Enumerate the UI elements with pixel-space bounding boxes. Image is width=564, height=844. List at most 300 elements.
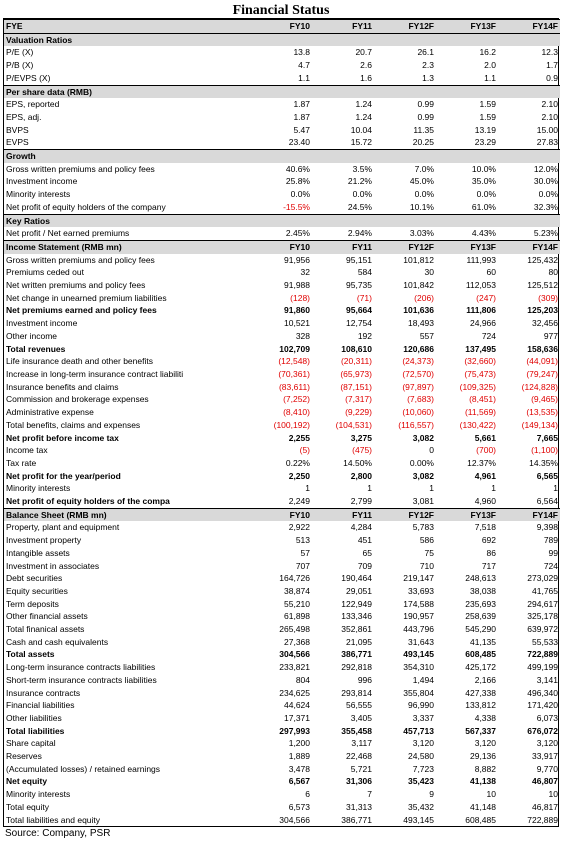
row-label: Other liabilities (6, 712, 62, 723)
value-cell-fy11: 1.6 (360, 72, 372, 83)
value-cell-fy13f: 1.1 (484, 72, 496, 83)
table-row (4, 598, 560, 611)
row-label: Gross written premiums and policy fees (6, 163, 155, 174)
value-cell-fy14f: 722,889 (527, 814, 558, 825)
value-cell-fy11: 21.2% (347, 176, 372, 187)
row-label: Debt securities (6, 573, 63, 584)
value-cell-fy12f: 35,432 (408, 801, 434, 812)
value-cell-fy14f: 125,432 (527, 254, 558, 265)
value-cell-fy13f: 41,138 (470, 776, 496, 787)
value-cell-fy14f: (309) (538, 292, 558, 303)
value-cell-fy13f: 4,961 (474, 470, 496, 481)
value-cell-fy12f: 18,493 (408, 318, 434, 329)
value-cell-fy10: 513 (295, 535, 310, 546)
value-cell-fy10: 265,498 (279, 624, 310, 635)
value-cell-fy10: 5.47 (293, 124, 310, 135)
value-cell-fy14f: 30.0% (533, 176, 558, 187)
value-cell-fy11: (71) (356, 292, 372, 303)
value-cell-fy13f: 133,812 (465, 700, 496, 711)
value-cell-fy14f: 125,203 (527, 305, 558, 316)
value-cell-fy11: (65,973) (340, 368, 372, 379)
table-row-total (4, 432, 560, 445)
table-row (4, 636, 560, 649)
table-row (4, 292, 560, 305)
value-cell-fy14f: 80 (548, 267, 558, 278)
value-cell-fy13f: 112,053 (465, 280, 496, 291)
row-label: Insurance benefits and claims (6, 381, 119, 392)
value-cell-fy11: 29,051 (346, 585, 372, 596)
value-cell-fy12f: (97,897) (402, 381, 434, 392)
value-cell-fy13f: 137,495 (465, 343, 496, 354)
value-cell-fy11: (104,531) (335, 419, 372, 430)
value-cell-fy10: 91,956 (284, 254, 310, 265)
table-row (4, 381, 560, 394)
value-cell-fy13f: 29,136 (470, 751, 496, 762)
value-cell-fy12f: 33,693 (408, 585, 434, 596)
value-cell-fy10: (5) (299, 445, 310, 456)
value-cell-fy11: 95,735 (346, 280, 372, 291)
table-row (4, 393, 560, 406)
value-cell-fy13f: 8,882 (474, 763, 496, 774)
table-row-total (4, 495, 560, 508)
value-cell-fy12f: FY12F (374, 508, 436, 521)
value-cell-fy13f: 10.0% (471, 163, 496, 174)
value-cell-fy11: 122,949 (341, 598, 372, 609)
row-label: Commission and brokerage expenses (6, 394, 149, 405)
value-cell-fy11: 292,818 (341, 662, 372, 673)
value-cell-fy14f: (13,535) (526, 407, 558, 418)
table-row (4, 419, 560, 432)
value-cell-fy10: (12,548) (278, 356, 310, 367)
section-title: Growth (4, 150, 560, 163)
value-cell-fy14f: FY14F (498, 508, 560, 521)
value-cell-fy10: 1,889 (288, 751, 310, 762)
value-cell-fy13f: 60 (486, 267, 496, 278)
value-cell-fy12f: 3.03% (409, 228, 434, 239)
value-cell-fy12f: 710 (419, 560, 434, 571)
value-cell-fy14f: 496,340 (527, 687, 558, 698)
value-cell-fy10: 61,898 (284, 611, 310, 622)
value-cell-fy13f: 24,966 (470, 318, 496, 329)
table-row (4, 712, 560, 725)
value-cell-fy11: 4,284 (350, 522, 372, 533)
value-cell-fy12f: (116,557) (398, 419, 434, 430)
row-label: Financial liabilities (6, 700, 75, 711)
row-label: Minority interests (6, 483, 71, 494)
financial-status-report (3, 3, 559, 841)
value-cell-fy11: (87,151) (340, 381, 372, 392)
row-label: Total liabilities and equity (6, 814, 101, 825)
value-cell-fy12f: 0 (429, 445, 434, 456)
value-cell-fy12f: 0.99 (417, 99, 434, 110)
row-label: P/E (X) (6, 47, 34, 58)
value-cell-fy14f: 32.3% (533, 201, 558, 212)
value-cell-fy10: 4.7 (298, 60, 310, 71)
value-cell-fy13f: 724 (481, 330, 496, 341)
value-cell-fy10: 1.1 (298, 72, 310, 83)
value-cell-fy10: 1 (305, 483, 310, 494)
value-cell-fy10: 6,573 (288, 801, 310, 812)
value-cell-fy11: 0.0% (352, 189, 372, 200)
value-cell-fy13f: FY13F (436, 508, 498, 521)
value-cell-fy12f: 45.0% (409, 176, 434, 187)
value-cell-fy10: 328 (295, 330, 310, 341)
value-cell-fy11: 65 (362, 547, 372, 558)
table-row (4, 661, 560, 674)
value-cell-fy11: 5,721 (350, 763, 372, 774)
row-label: Net written premiums and policy fees (6, 280, 146, 291)
value-cell-fy10: 304,566 (279, 814, 310, 825)
value-cell-fy13f: 4.43% (471, 228, 496, 239)
value-cell-fy13f: 61.0% (471, 201, 496, 212)
value-cell-fy13f: 86 (486, 547, 496, 558)
value-cell-fy13f: 12.37% (467, 457, 496, 468)
value-cell-fy11: 1.24 (355, 99, 372, 110)
table-row (4, 814, 560, 827)
value-cell-fy10: 233,821 (279, 662, 310, 673)
value-cell-fy11: 3.5% (352, 163, 372, 174)
value-cell-fy13f: 38,038 (470, 585, 496, 596)
value-cell-fy12f: 101,812 (403, 254, 434, 265)
table-row (4, 330, 560, 343)
table-row (4, 572, 560, 585)
table-row (4, 687, 560, 700)
row-label: Net profit of equity holders of the company (6, 201, 166, 212)
value-cell-fy11: (7,317) (345, 394, 372, 405)
report-title: Financial Status (232, 3, 330, 18)
value-cell-fy13f: 2,166 (474, 674, 496, 685)
value-cell-fy11: 56,555 (346, 700, 372, 711)
value-cell-fy12f: 1,494 (412, 674, 434, 685)
value-cell-fy13f: (32,660) (464, 356, 496, 367)
value-cell-fy13f: 427,338 (465, 687, 496, 698)
value-cell-fy10: 1.87 (293, 99, 310, 110)
column-header-fy10: FY10 (250, 20, 312, 34)
value-cell-fy10: 10,521 (284, 318, 310, 329)
value-cell-fy12f: 120,686 (403, 343, 434, 354)
value-cell-fy14f: 724 (543, 560, 558, 571)
value-cell-fy11: 190,464 (341, 573, 372, 584)
row-label: Net profit for the year/period (6, 470, 121, 481)
row-label: (Accumulated losses) / retained earnings (6, 763, 161, 774)
value-cell-fy10: 91,988 (284, 280, 310, 291)
table-row (4, 521, 560, 534)
value-cell-fy13f: FY13F (436, 240, 498, 253)
statement-header-row (4, 508, 560, 521)
table-row (4, 763, 560, 776)
value-cell-fy14f: 7,665 (536, 432, 558, 443)
row-label: Insurance contracts (6, 687, 81, 698)
value-cell-fy12f: 354,310 (403, 662, 434, 673)
value-cell-fy12f: 3,337 (412, 712, 434, 723)
value-cell-fy12f: 0.00% (409, 457, 434, 468)
row-label: Life insurance death and other benefits (6, 356, 153, 367)
value-cell-fy10: 3,478 (288, 763, 310, 774)
table-row (4, 750, 560, 763)
value-cell-fy11: 1.24 (355, 111, 372, 122)
value-cell-fy13f: (247) (476, 292, 496, 303)
row-label: Minority interests (6, 789, 71, 800)
value-cell-fy14f: 32,456 (532, 318, 558, 329)
value-cell-fy14f: 6,565 (536, 470, 558, 481)
value-cell-fy14f: 2.10 (541, 111, 558, 122)
value-cell-fy12f: 3,120 (412, 738, 434, 749)
value-cell-fy12f: 3,082 (412, 470, 434, 481)
value-cell-fy13f: 1 (491, 483, 496, 494)
value-cell-fy10: 1,200 (288, 738, 310, 749)
value-cell-fy11: 2,800 (350, 470, 372, 481)
table-row (4, 355, 560, 368)
table-row (4, 368, 560, 381)
value-cell-fy10: (83,611) (278, 381, 310, 392)
value-cell-fy11: 451 (357, 535, 372, 546)
table-row (4, 72, 560, 85)
value-cell-fy10: 6 (305, 789, 310, 800)
row-label: Tax rate (6, 457, 37, 468)
value-cell-fy12f: 101,636 (403, 305, 434, 316)
table-row (4, 201, 560, 214)
value-cell-fy10: 2.45% (285, 228, 310, 239)
value-cell-fy13f: (11,569) (464, 407, 496, 418)
value-cell-fy14f: 1 (553, 483, 558, 494)
value-cell-fy11: (9,229) (345, 407, 372, 418)
table-row (4, 534, 560, 547)
row-label: Short-term insurance contracts liabilities (6, 674, 157, 685)
row-label: Share capital (6, 738, 56, 749)
value-cell-fy14f: 789 (543, 535, 558, 546)
value-cell-fy12f: 443,796 (403, 624, 434, 635)
value-cell-fy14f: (9,465) (531, 394, 558, 405)
table-row (4, 175, 560, 188)
value-cell-fy10: FY10 (250, 240, 312, 253)
row-label: Term deposits (6, 598, 59, 609)
value-cell-fy14f: (1,100) (531, 445, 558, 456)
value-cell-fy13f: 258,639 (465, 611, 496, 622)
value-cell-fy10: (70,361) (278, 368, 310, 379)
value-cell-fy13f: 545,290 (465, 624, 496, 635)
row-label: Net profit before income tax (6, 432, 119, 443)
table-row (4, 801, 560, 814)
table-header-row (4, 20, 560, 34)
row-label: Total liabilities (6, 725, 65, 736)
value-cell-fy12f: 557 (419, 330, 434, 341)
table-row (4, 482, 560, 495)
value-cell-fy10: 297,993 (279, 725, 310, 736)
value-cell-fy14f: 171,420 (527, 700, 558, 711)
value-cell-fy11: 14.50% (343, 457, 372, 468)
table-row (4, 59, 560, 72)
section-header-row (4, 214, 560, 227)
row-label: Balance Sheet (RMB mn) (4, 508, 250, 521)
value-cell-fy12f: (7,683) (407, 394, 434, 405)
row-label: Total finanical assets (6, 624, 85, 635)
row-label: Other income (6, 330, 58, 341)
column-header-fy12f: FY12F (374, 20, 436, 34)
value-cell-fy14f: 3,141 (536, 674, 558, 685)
table-row (4, 610, 560, 623)
value-cell-fy11: 24.5% (347, 201, 372, 212)
value-cell-fy10: 0.22% (285, 457, 310, 468)
value-cell-fy14f: 33,917 (532, 751, 558, 762)
row-label: Other financial assets (6, 611, 88, 622)
value-cell-fy13f: 4,960 (474, 496, 496, 507)
value-cell-fy12f: 493,145 (403, 814, 434, 825)
row-label: Total revenues (6, 343, 66, 354)
row-label: Premiums ceded out (6, 267, 84, 278)
table-row (4, 266, 560, 279)
value-cell-fy12f: 7.0% (414, 163, 434, 174)
value-cell-fy12f: 9 (429, 789, 434, 800)
table-row (4, 406, 560, 419)
column-header-fy13f: FY13F (436, 20, 498, 34)
value-cell-fy11: 355,458 (341, 725, 372, 736)
value-cell-fy13f: 111,993 (466, 254, 496, 265)
row-label: EPS, reported (6, 99, 60, 110)
row-label: P/EVPS (X) (6, 72, 51, 83)
value-cell-fy11: 20.7 (355, 47, 372, 58)
value-cell-fy10: 6,567 (288, 776, 310, 787)
value-cell-fy13f: 692 (481, 535, 496, 546)
value-cell-fy13f: 13.19 (474, 124, 496, 135)
value-cell-fy12f: 20.25 (412, 137, 434, 148)
value-cell-fy12f: 11.35 (413, 124, 434, 135)
value-cell-fy14f: 6,073 (536, 712, 558, 723)
source-note: Source: Company, PSR (5, 828, 111, 840)
section-title: Valuation Ratios (4, 33, 560, 46)
row-label: Income tax (6, 445, 48, 456)
value-cell-fy14f: 9,398 (536, 522, 558, 533)
value-cell-fy12f: 31,643 (408, 636, 434, 647)
value-cell-fy13f: 10 (486, 789, 496, 800)
value-cell-fy10: 17,371 (284, 712, 310, 723)
value-cell-fy10: 57 (300, 547, 310, 558)
value-cell-fy11: 996 (357, 674, 372, 685)
table-row (4, 317, 560, 330)
statement-header-row (4, 240, 560, 253)
row-label: Investment income (6, 318, 78, 329)
value-cell-fy12f: 0.99 (417, 111, 434, 122)
value-cell-fy12f: 355,804 (403, 687, 434, 698)
table-row-total (4, 775, 560, 788)
value-cell-fy10: 44,624 (284, 700, 310, 711)
table-row (4, 124, 560, 137)
value-cell-fy11: 95,664 (346, 305, 372, 316)
row-label: BVPS (6, 124, 29, 135)
value-cell-fy13f: (700) (476, 445, 496, 456)
value-cell-fy10: 234,625 (279, 687, 310, 698)
value-cell-fy11: 10.04 (350, 124, 372, 135)
table-row (4, 254, 560, 267)
value-cell-fy11: 15.72 (350, 137, 372, 148)
value-cell-fy14f: 27.83 (536, 137, 558, 148)
table-row-total (4, 648, 560, 661)
row-label: Administrative expense (6, 407, 94, 418)
value-cell-fy14f: 273,029 (527, 573, 558, 584)
value-cell-fy10: 102,709 (279, 343, 310, 354)
value-cell-fy13f: 0.0% (476, 189, 496, 200)
value-cell-fy14f: (44,091) (526, 356, 558, 367)
value-cell-fy13f: 608,485 (465, 814, 496, 825)
value-cell-fy14f: 10 (548, 789, 558, 800)
value-cell-fy11: 1 (367, 483, 372, 494)
value-cell-fy13f: 2.0 (484, 60, 496, 71)
table-row (4, 136, 560, 149)
value-cell-fy12f: 96,990 (408, 700, 434, 711)
value-cell-fy10: 91,860 (284, 305, 310, 316)
row-label: Net change in unearned premium liabilities (6, 292, 167, 303)
section-header-row (4, 33, 560, 46)
value-cell-fy10: (8,410) (283, 407, 310, 418)
value-cell-fy10: 707 (295, 560, 310, 571)
value-cell-fy14f: 6,564 (536, 496, 558, 507)
value-cell-fy11: 12,754 (346, 318, 372, 329)
value-cell-fy11: 386,771 (341, 649, 372, 660)
value-cell-fy11: 133,346 (341, 611, 372, 622)
value-cell-fy12f: 35,423 (408, 776, 434, 787)
value-cell-fy10: 40.6% (285, 163, 310, 174)
value-cell-fy11: 2.94% (347, 228, 372, 239)
row-label: Long-term insurance contracts liabilities (6, 662, 156, 673)
value-cell-fy13f: 3,120 (474, 738, 496, 749)
value-cell-fy14f: 2.10 (541, 99, 558, 110)
value-cell-fy13f: 608,485 (465, 649, 496, 660)
table-row-total (4, 343, 560, 356)
value-cell-fy11: 108,610 (341, 343, 372, 354)
row-label: Investment in associates (6, 560, 100, 571)
value-cell-fy10: (100,192) (273, 419, 310, 430)
value-cell-fy12f: FY12F (374, 240, 436, 253)
row-label: P/B (X) (6, 60, 34, 71)
column-header-fye: FYE (4, 20, 250, 34)
value-cell-fy11: 2,799 (350, 496, 372, 507)
value-cell-fy10: 27,368 (284, 636, 310, 647)
value-cell-fy13f: 5,661 (474, 432, 496, 443)
value-cell-fy13f: 41,148 (470, 801, 496, 812)
value-cell-fy11: 31,306 (346, 776, 372, 787)
value-cell-fy14f: 41,765 (532, 585, 558, 596)
value-cell-fy10: 38,874 (284, 585, 310, 596)
value-cell-fy11: 95,151 (346, 254, 372, 265)
row-label: Increase in long-term insurance contract liabiliti (6, 368, 184, 379)
value-cell-fy14f: 55,533 (532, 636, 558, 647)
value-cell-fy12f: 10.1% (409, 201, 434, 212)
value-cell-fy10: 0.0% (290, 189, 310, 200)
value-cell-fy14f: 15.00 (536, 124, 558, 135)
value-cell-fy11: FY11 (312, 240, 374, 253)
value-cell-fy13f: 567,337 (465, 725, 496, 736)
table-row (4, 457, 560, 470)
row-label: EPS, adj. (6, 111, 42, 122)
value-cell-fy14f: 0.0% (538, 189, 558, 200)
value-cell-fy10: 2,255 (288, 432, 310, 443)
value-cell-fy12f: 493,145 (403, 649, 434, 660)
value-cell-fy12f: 24,580 (408, 751, 434, 762)
value-cell-fy13f: 23.29 (474, 137, 496, 148)
table-row (4, 46, 560, 59)
value-cell-fy10: 2,249 (288, 496, 310, 507)
column-header-fy11: FY11 (312, 20, 374, 34)
value-cell-fy14f: (149,134) (521, 419, 558, 430)
value-cell-fy14f: 3,120 (536, 738, 558, 749)
table-row (4, 98, 560, 111)
value-cell-fy13f: 248,613 (465, 573, 496, 584)
value-cell-fy10: -15.5% (283, 201, 310, 212)
value-cell-fy12f: 0.0% (414, 189, 434, 200)
value-cell-fy12f: 1 (429, 483, 434, 494)
value-cell-fy11: 709 (357, 560, 372, 571)
value-cell-fy11: (20,311) (340, 356, 372, 367)
value-cell-fy14f: 125,512 (527, 280, 558, 291)
